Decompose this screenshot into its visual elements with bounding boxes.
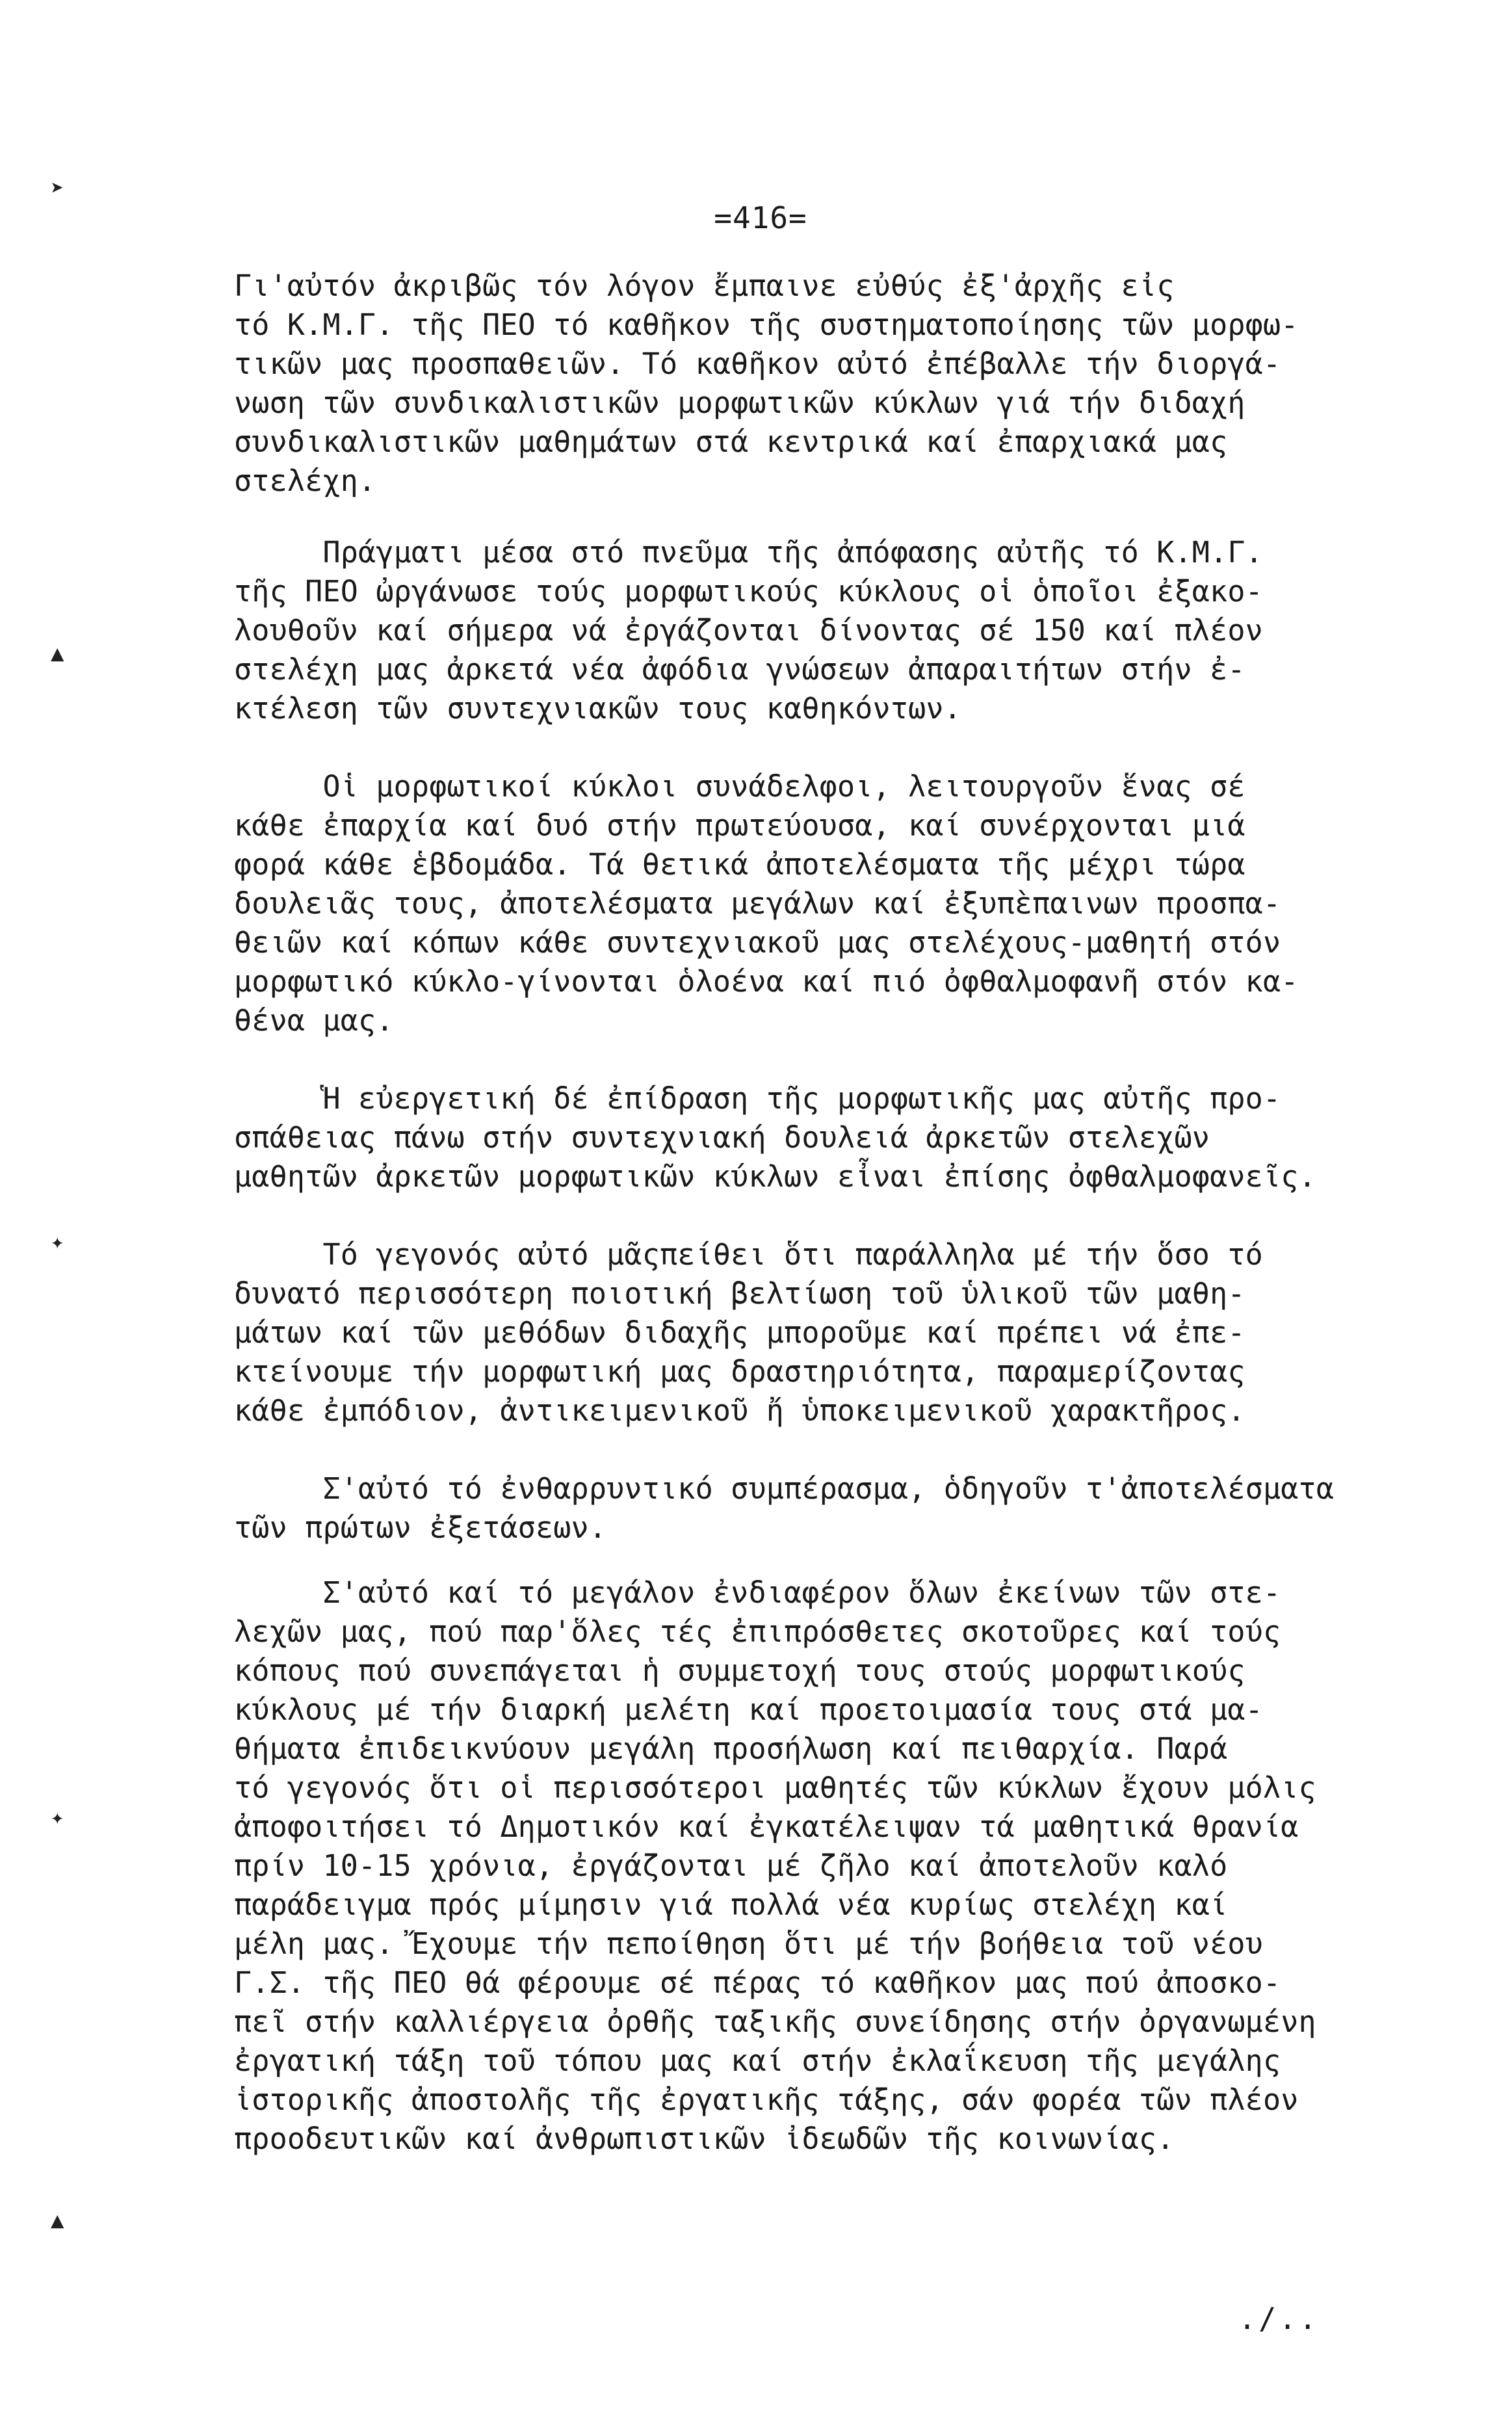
text-line: κάθε ἐμπόδιον, ἀντικειμενικοῦ ἤ ὑποκειμενικοῦ χαρακτῆρος. [234, 1393, 1245, 1428]
text-line: θένα μας. [234, 1003, 394, 1038]
text-line: στελέχη. [234, 464, 376, 498]
text-line: συνδικαλιστικῶν μαθημάτων στά κεντρικά καί ἐπαρχιακά μας [234, 425, 1228, 459]
text-line: ἱστορικῆς ἀποστολῆς τῆς ἐργατικῆς τάξης, σάν φορέα τῶν πλέον [234, 2083, 1299, 2117]
text-line: Γ.Σ. τῆς ΠΕΟ θά φέρουμε σέ πέρας τό καθῆκον μας πού ἀποσκο- [234, 1965, 1281, 2000]
text-line: παράδειγμα πρός μίμησιν γιά πολλά νέα κυρίως στελέχη καί [234, 1887, 1228, 1922]
text-line: τικῶν μας προσπαθειῶν. Τό καθῆκον αὐτό ἐπέβαλλε τήν διοργά- [234, 347, 1281, 381]
text-line: τό γεγονός ὅτι οἱ περισσότεροι μαθητές τῶν κύκλων ἔχουν μόλις [234, 1770, 1316, 1805]
text-line: μάτων καί τῶν μεθόδων διδαχῆς μποροῦμε καί πρέπει νά ἐπε- [234, 1315, 1245, 1350]
text-line: νωση τῶν συνδικαλιστικῶν μορφωτικῶν κύκλων γιά τήν διδαχή [234, 386, 1245, 420]
text-line: στελέχη μας ἀρκετά νέα ἀφόδια γνώσεων ἀπαραιτήτων στήν ἐ- [234, 652, 1245, 687]
text-line: θήματα ἐπιδεικνύουν μεγάλη προσήλωση καί πειθαρχία. Παρά [234, 1731, 1228, 1766]
text-line: φορά κάθε ἑβδομάδα. Τά θετικά ἀποτελέσματα τῆς μέχρι τώρα [234, 847, 1245, 882]
text-line: θειῶν καί κόπων κάθε συντεχνιακοῦ μας στελέχους-μαθητή στόν [234, 925, 1281, 960]
text-line: Σ'αὐτό τό ἐνθαρρυντικό συμπέρασμα, ὁδηγοῦν τ'ἀποτελέσματα [234, 1471, 1335, 1506]
paragraph [234, 267, 1469, 501]
paragraph [234, 1235, 1469, 1430]
text-line: σπάθειας πάνω στήν συντεχνιακή δουλειά ἀρκετῶν στελεχῶν [234, 1120, 1210, 1155]
margin-mark: ➤ [51, 176, 64, 202]
margin-mark: ▲ [51, 2207, 64, 2233]
text-line: ἀποφοιτήσει τό Δημοτικόν καί ἐγκατέλειψαν τά μαθητικά θρανία [234, 1809, 1299, 1844]
text-line: κάθε ἐπαρχία καί δυό στήν πρωτεύουσα, καί συνέρχονται μιά [234, 808, 1245, 843]
text-line: πεῖ στήν καλλιέργεια ὀρθῆς ταξικῆς συνείδησης στήν ὀργανωμένη [234, 2004, 1316, 2039]
paragraph [234, 767, 1469, 1040]
text-line: μαθητῶν ἀρκετῶν μορφωτικῶν κύκλων εἶναι ἐπίσης ὀφθαλμοφανεῖς. [234, 1159, 1316, 1194]
text-line: λεχῶν μας, πού παρ'ὅλες τές ἐπιπρόσθετες σκοτοῦρες καί τούς [234, 1614, 1281, 1649]
text-line: δυνατό περισσότερη ποιοτική βελτίωση τοῦ ὑλικοῦ τῶν μαθη- [234, 1276, 1245, 1311]
text-line: κτείνουμε τήν μορφωτική μας δραστηριότητα, παραμερίζοντας [234, 1354, 1245, 1389]
text-line: Οἱ μορφωτικοί κύκλοι συνάδελφοι, λειτουργοῦν ἕνας σέ [234, 769, 1245, 804]
text-line: δουλειᾶς τους, ἀποτελέσματα μεγάλων καί ἐξυπὲπαινων προσπα- [234, 886, 1281, 921]
text-line: μορφωτικό κύκλο-γίνονται ὁλοένα καί πιό ὀφθαλμοφανῆ στόν κα- [234, 964, 1299, 999]
text-line: ἐργατική τάξη τοῦ τόπου μας καί στήν ἐκλαΐκευση τῆς μεγάλης [234, 2043, 1281, 2078]
text-line: Γι'αὐτόν ἀκριβῶς τόν λόγον ἔμπαινε εὐθύς ἐξ'ἀρχῆς εἰς [234, 269, 1175, 303]
page-number: =416= [714, 200, 807, 235]
text-line: Τό γεγονός αὐτό μᾶςπείθει ὅτι παράλληλα μέ τήν ὅσο τό [234, 1237, 1263, 1272]
margin-mark: ✦ [51, 1804, 64, 1830]
text-line: κτέλεση τῶν συντεχνιακῶν τους καθηκόντων. [234, 691, 961, 726]
margin-mark: ✦ [51, 1229, 64, 1255]
text-line: κόπους πού συνεπάγεται ἡ συμμετοχή τους στούς μορφωτικούς [234, 1653, 1245, 1688]
continuation-mark: ./.. [1238, 2302, 1320, 2336]
text-line: πρίν 10-15 χρόνια, ἐργάζονται μέ ζῆλο καί ἀποτελοῦν καλό [234, 1848, 1228, 1883]
paragraph [234, 1469, 1469, 1547]
text-line: τῆς ΠΕΟ ὠργάνωσε τούς μορφωτικούς κύκλους οἱ ὁποῖοι ἐξακο- [234, 574, 1263, 609]
text-line: Σ'αὐτό καί τό μεγάλον ἐνδιαφέρον ὅλων ἐκείνων τῶν στε- [234, 1575, 1281, 1610]
paragraph [234, 1573, 1469, 2159]
text-line: Πράγματι μέσα στό πνεῦμα τῆς ἀπόφασης αὐτῆς τό Κ.Μ.Γ. [234, 535, 1263, 570]
text-line: τῶν πρώτων ἐξετάσεων. [234, 1510, 607, 1545]
text-line: κύκλους μέ τήν διαρκή μελέτη καί προετοιμασία τους στά μα- [234, 1692, 1263, 1727]
text-line: προοδευτικῶν καί ἀνθρωπιστικῶν ἰδεωδῶν τῆς κοινωνίας. [234, 2122, 1175, 2156]
paragraph [234, 1079, 1469, 1196]
paragraph [234, 533, 1469, 728]
text-line: Ἡ εὐεργετική δέ ἐπίδραση τῆς μορφωτικῆς μας αὐτῆς προ- [234, 1081, 1281, 1116]
text-line: μέλη μας. Ἔχουμε τήν πεποίθηση ὅτι μέ τήν βοήθεια τοῦ νέου [234, 1926, 1263, 1961]
margin-mark: ▲ [51, 640, 64, 666]
text-line: λουθοῦν καί σήμερα νά ἐργάζονται δίνοντας σέ 150 καί πλέον [234, 613, 1263, 648]
text-line: τό Κ.Μ.Γ. τῆς ΠΕΟ τό καθῆκον τῆς συστηματοποίησης τῶν μορφω- [234, 308, 1299, 342]
